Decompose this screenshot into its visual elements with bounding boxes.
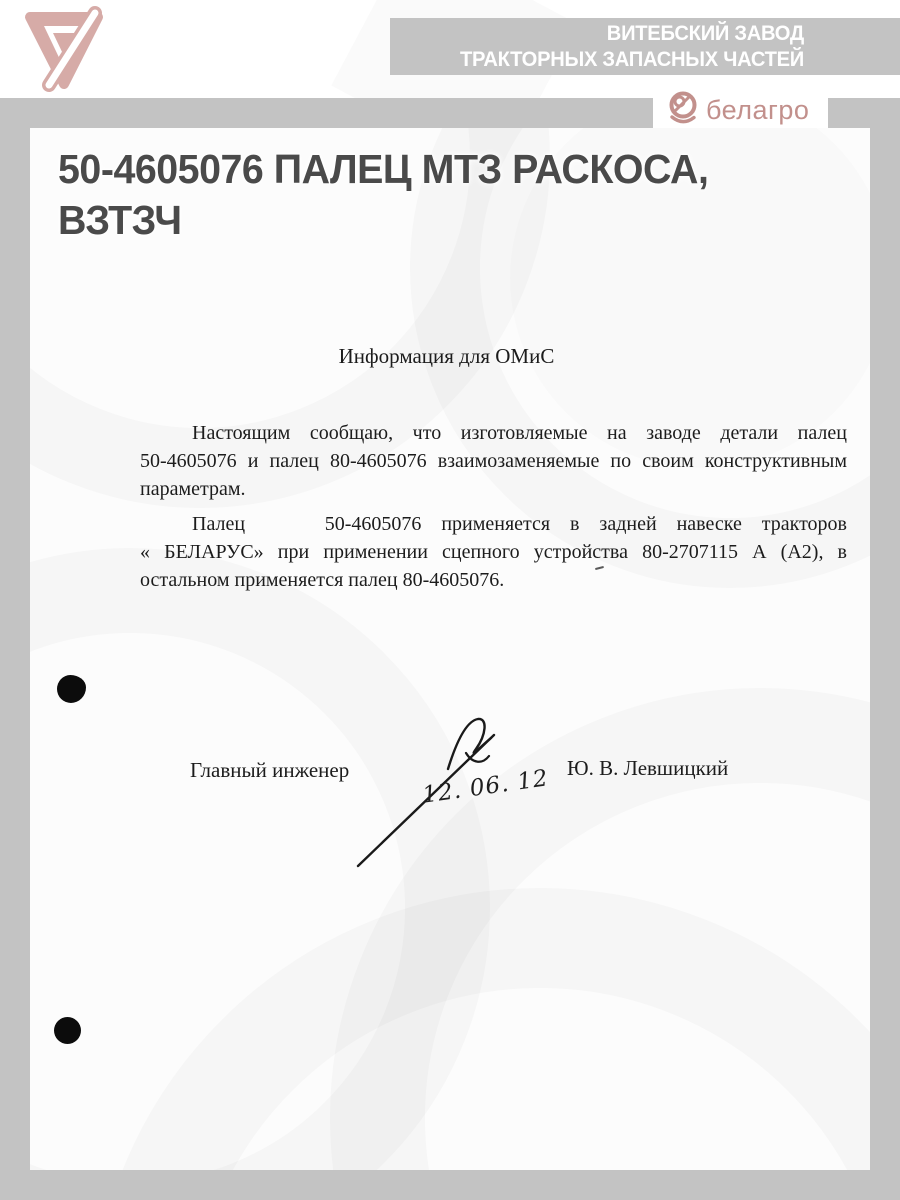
document-heading: Информация для ОМиС (338, 344, 555, 368)
paragraph-line: остальном применяется палец 80-4605076. (140, 569, 505, 591)
page-title-line2: ВЗТЗЧ (58, 197, 182, 243)
site-header (0, 0, 900, 98)
scanned-document (30, 128, 870, 1170)
paragraph-line: « БЕЛАРУС» при применении сцепного устройства 80-2707115 А (А2), в (140, 541, 847, 563)
frame-right-border (870, 98, 900, 1200)
page-title-line1: 50-4605076 ПАЛЕЦ МТЗ РАСКОСА, (58, 146, 709, 192)
vztzch-triangle-logo-icon[interactable] (18, 4, 110, 99)
paragraph-line: Палец 50-4605076 применяется в задней навеске тракторов (192, 513, 847, 535)
belagro-ring-icon (666, 90, 700, 132)
signature-role: Главный инженер (190, 758, 350, 782)
hole-punch-top (57, 675, 86, 703)
signature-name: Ю. В. Левшицкий (567, 756, 729, 780)
handwritten-date: 12. 06. 12 (420, 765, 551, 809)
paragraph-line: 50-4605076 и палец 80-4605076 взаимозаменяемые по своим конструктивным (140, 450, 847, 472)
frame-bottom-border (0, 1170, 900, 1200)
paragraph-line: параметрам. (140, 478, 246, 500)
site-name-line2: ТРАКТОРНЫХ ЗАПАСНЫХ ЧАСТЕЙ (459, 47, 804, 71)
document-paragraph-1 (140, 419, 847, 503)
site-name-line1: ВИТЕБСКИЙ ЗАВОД (606, 21, 804, 45)
belagro-logo-text: белагро (706, 94, 810, 125)
content-card (30, 128, 870, 1170)
belagro-logo[interactable] (666, 92, 809, 130)
paragraph-line: Настоящим сообщаю, что изготовляемые на заводе детали палец (192, 422, 847, 444)
frame-left-border (0, 98, 30, 1200)
document-paragraph-2 (140, 510, 847, 594)
hole-punch-bottom (54, 1017, 81, 1044)
site-name-banner (390, 18, 900, 75)
